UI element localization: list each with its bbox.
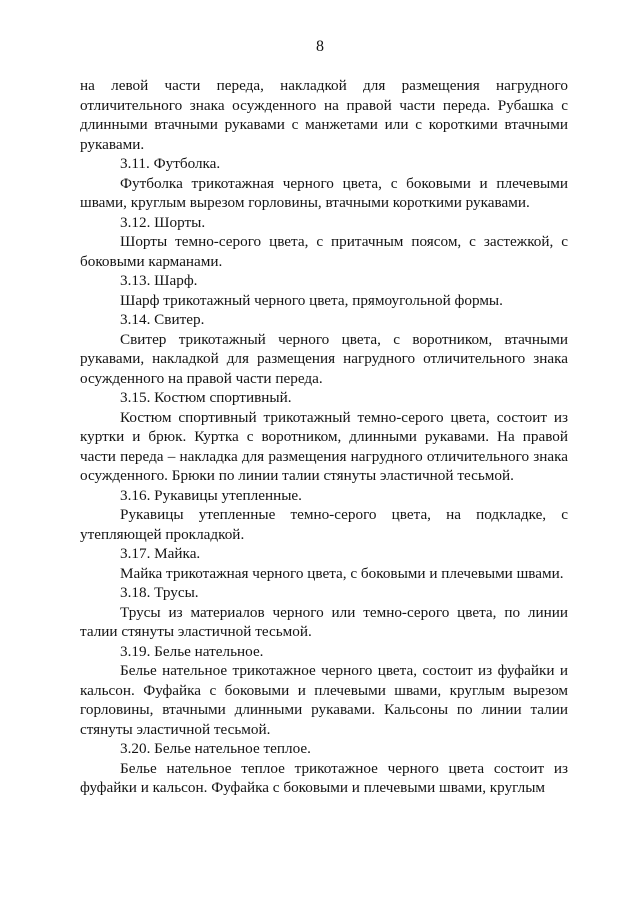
section-heading-3-13: 3.13. Шарф. bbox=[120, 272, 198, 289]
paragraph-3-13: Шарф трикотажный черного цвета, прямоугольной формы. bbox=[120, 291, 503, 309]
paragraph-3-18: Трусы из материалов черного или темно-серого цвета, по линии талии стянуты эластичной тесьмой. bbox=[80, 603, 568, 640]
section-heading-3-16: 3.16. Рукавицы утепленные. bbox=[120, 486, 302, 504]
paragraph-3-12: Шорты темно-серого цвета, с притачным поясом, с застежкой, с боковыми карманами. bbox=[80, 233, 568, 270]
paragraph-3-14: Свитер трикотажный черного цвета, с воротником, втачными рукавами, накладкой для размещения нагрудного отличительного знака осужденного на правой части переда. bbox=[80, 330, 568, 387]
section-heading-3-20: 3.20. Белье нательное теплое. bbox=[120, 740, 311, 757]
paragraph-continuation: на левой части переда, накладкой для размещения нагрудного отличительного знака осужденного на правой части переда. Рубашка с длинными втачными рукавами с манжетами или с короткими втачными рукавами. bbox=[80, 77, 568, 153]
paragraph-3-16: Рукавицы утепленные темно-серого цвета, на подкладке, с утепляющей прокладкой. bbox=[80, 506, 568, 543]
section-heading-3-11: 3.11. Футболка. bbox=[120, 155, 221, 172]
section-heading-3-19: 3.19. Белье нательное. bbox=[120, 642, 264, 660]
paragraph-3-15: Костюм спортивный трикотажный темно-серого цвета, состоит из куртки и брюк. Куртка с воротником, длинными рукавами. На правой части переда – накладка для размещения нагрудного отличительного знака осужденного. Брюки по линии талии стянуты эластичной тесьмой. bbox=[80, 408, 568, 484]
section-heading-3-15: 3.15. Костюм спортивный. bbox=[120, 389, 292, 406]
page-number: 8 bbox=[316, 38, 324, 55]
section-heading-3-18: 3.18. Трусы. bbox=[120, 584, 199, 601]
section-heading-3-12: 3.12. Шорты. bbox=[120, 213, 206, 231]
document-body bbox=[80, 76, 568, 798]
paragraph-3-11: Футболка трикотажная черного цвета, с боковыми и плечевыми швами, круглым вырезом горловины, втачными короткими рукавами. bbox=[80, 174, 568, 211]
paragraph-3-19: Белье нательное трикотажное черного цвета, состоит из фуфайки и кальсон. Фуфайка с боковыми и плечевыми швами, круглым вырезом горловины, втачными длинными рукавами. Кальсоны по линии талии стянуты эластичной тесьмой. bbox=[80, 662, 568, 738]
paragraph-3-20: Белье нательное теплое трикотажное черного цвета состоит из фуфайки и кальсон. Фуфайка с боковыми и плечевыми швами, круглым bbox=[80, 759, 568, 796]
paragraph-3-17: Майка трикотажная черного цвета, с боковыми и плечевыми швами. bbox=[120, 564, 564, 582]
section-heading-3-17: 3.17. Майка. bbox=[120, 545, 201, 562]
section-heading-3-14: 3.14. Свитер. bbox=[120, 311, 205, 328]
